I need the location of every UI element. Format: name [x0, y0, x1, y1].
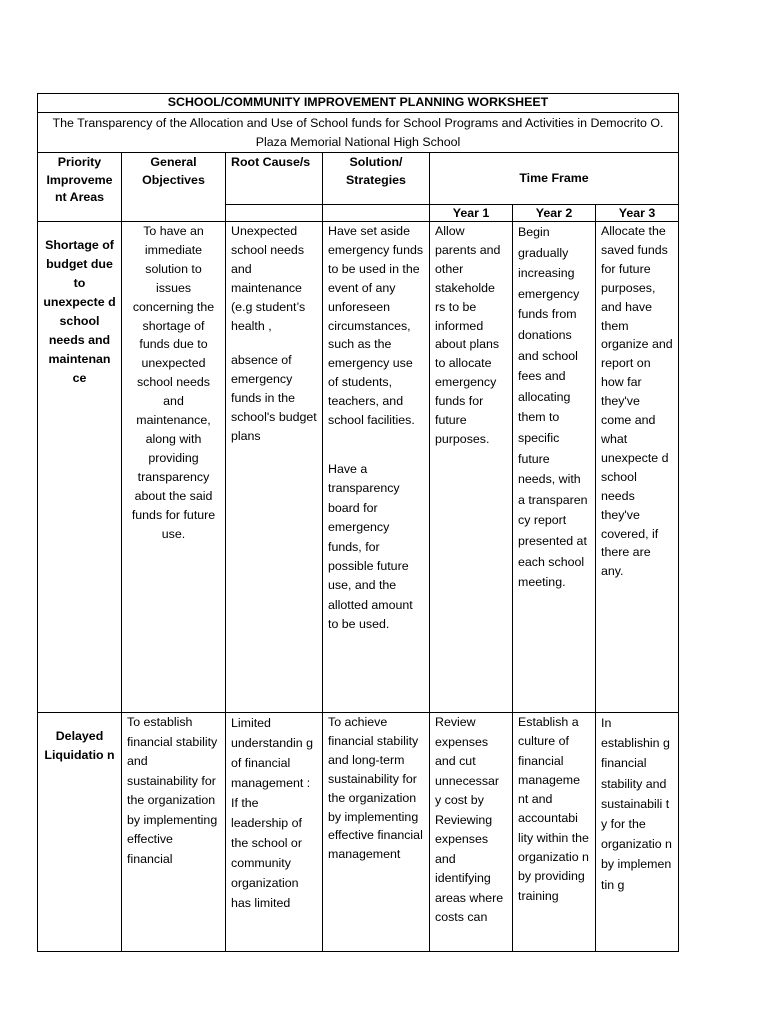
worksheet-title: SCHOOL/COMMUNITY IMPROVEMENT PLANNING WORKSHEET [38, 94, 679, 113]
header-root-cause-blank [226, 205, 323, 222]
header-objectives [122, 153, 226, 222]
row1-root-cause-b: absence of emergency funds in the school's budget plans [231, 353, 317, 444]
row2-root-cause: Limited understandin g of financial management : If the leadership of the school or community organization has limited [226, 713, 323, 952]
row1-root-cause [226, 222, 323, 713]
header-year2: Year 2 [513, 205, 596, 222]
row1-solution-a: Have set aside emergency funds to be used in the event of any unforeseen circumstances, such as the emergency use of students, teachers, and school facilities. [328, 224, 424, 428]
header-solution-label: Solution/ Strategies [346, 155, 406, 187]
table-row [38, 713, 679, 952]
header-year3: Year 3 [596, 205, 679, 222]
row2-objectives: To establish financial stability and sustainability for the organization by implementing effective financial [122, 713, 226, 952]
row2-area: Delayed Liquidatio n [38, 713, 122, 952]
header-root-cause [226, 153, 323, 205]
row2-year1: Review expenses and cut unnecessar y cost by Reviewing expenses and identifying areas where costs can [430, 713, 513, 952]
header-objectives-label: General Objectives [142, 155, 205, 187]
row1-year1: Allow parents and other stakeholde rs to be informed about plans to allocate emergency funds for future purposes. [430, 222, 513, 713]
header-priority [38, 153, 122, 222]
worksheet-subtitle: The Transparency of the Allocation and Use of School funds for School Programs and Activities in Democrito O. Plaza Memorial National High School [38, 113, 679, 153]
row2-year3: In establishin g financial stability and sustainabili t y for the organizatio n by implemen tin g [596, 713, 679, 952]
planning-worksheet-table [37, 93, 679, 952]
row2-solution: To achieve financial stability and long-term sustainability for the organization by implementing effective financial management [323, 713, 430, 952]
row1-root-cause-a: Unexpected school needs and maintenance (e.g student’s health , [231, 224, 306, 333]
row2-year2: Establish a culture of financial manageme nt and accountabi lity within the organizatio n by providing training [513, 713, 596, 952]
header-year1: Year 1 [430, 205, 513, 222]
row1-year2: Begin gradually increasing emergency funds from donations and school fees and allocating them to specific future needs, with a transparen cy report presented at each school meeting. [513, 222, 596, 713]
header-time-frame [430, 153, 679, 205]
header-time-frame-label: Time Frame [519, 171, 589, 186]
header-root-cause-label: Root Cause/s [231, 155, 311, 169]
row1-area: Shortage of budget due to unexpecte d school needs and maintenan ce [38, 222, 122, 713]
header-solution [323, 153, 430, 205]
header-priority-label: Priority Improveme nt Areas [46, 155, 113, 204]
row1-year3: Allocate the saved funds for future purposes, and have them organize and report on how far they've come and what unexpecte d school needs they've covered, if there are any. [596, 222, 679, 713]
header-solution-blank [323, 205, 430, 222]
row1-objectives: To have an immediate solution to issues concerning the shortage of funds due to unexpected school needs and maintenance, along with providing transparency about the said funds for future use. [122, 222, 226, 713]
row1-solution-b: Have a transparency board for emergency funds, for possible future use, and the allotted amount to be used. [328, 461, 413, 632]
row1-solution [323, 222, 430, 713]
table-row [38, 222, 679, 713]
